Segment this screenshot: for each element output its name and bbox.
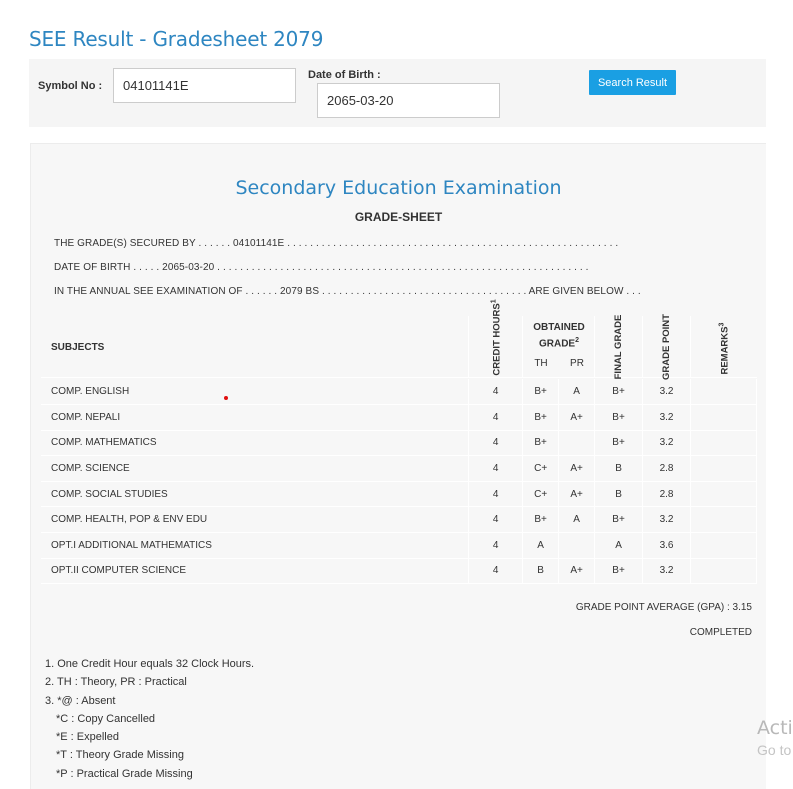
subject-cell: OPT.I ADDITIONAL MATHEMATICS [41, 533, 469, 559]
table-row [41, 507, 757, 533]
header-final-cell [595, 316, 643, 378]
pr-grade-cell: A+ [559, 405, 595, 431]
pr-grade-cell: A [559, 507, 595, 533]
credit-hours-cell: 4 [469, 456, 523, 482]
page-title: SEE Result - Gradesheet 2079 [29, 27, 324, 51]
remarks-cell [691, 507, 757, 533]
header-remarks: REMARKS$^3$ [718, 322, 731, 375]
header-obtained-cell [523, 316, 595, 378]
table-row [41, 405, 757, 431]
final-grade-cell: B+ [595, 558, 643, 584]
subject-cell: COMP. SCIENCE [41, 456, 469, 482]
subject-cell: COMP. HEALTH, POP & ENV EDU [41, 507, 469, 533]
remarks-cell [691, 533, 757, 559]
gradesheet-title: GRADE-SHEET [354, 210, 443, 224]
search-panel [29, 59, 766, 127]
credit-hours-cell: 4 [469, 430, 523, 456]
footnotes [45, 655, 254, 783]
footnote-2: 2. TH : Theory, PR : Practical [45, 676, 187, 689]
status-completed: COMPLETED [689, 627, 752, 638]
pr-grade-cell [559, 430, 595, 456]
dob-label: Date of Birth : [308, 69, 381, 81]
final-grade-cell: B+ [595, 405, 643, 431]
header-credit-cell [469, 299, 523, 378]
header-gp-cell [643, 316, 691, 378]
th-grade-cell: B+ [523, 379, 559, 405]
subject-cell: COMP. SOCIAL STUDIES [41, 481, 469, 507]
symbol-no-label: Symbol No : [38, 80, 103, 92]
search-result-button[interactable]: Search Result [589, 70, 676, 95]
th-grade-cell: B+ [523, 405, 559, 431]
info-date-of-birth: DATE OF BIRTH . . . . . 2065-03-20 . . . . . . . . . . . . . . . . . . . . . . . . . . . . . . . . . . . . . . . . . . . . . . . . . . . . . . . . . . . . . . . . . [54, 262, 589, 273]
header-remarks-cell [691, 316, 757, 378]
gpa-text: GRADE POINT AVERAGE (GPA) : 3.15 [575, 602, 752, 613]
final-grade-cell: B [595, 481, 643, 507]
subject-cell: COMP. NEPALI [41, 405, 469, 431]
grade-point-cell: 3.2 [643, 405, 691, 431]
final-grade-cell: B+ [595, 430, 643, 456]
final-grade-cell: B+ [595, 379, 643, 405]
table-row [41, 379, 757, 405]
remarks-cell [691, 430, 757, 456]
pr-grade-cell: A [559, 379, 595, 405]
grade-point-cell: 3.2 [643, 507, 691, 533]
footnote-practical-missing: *P : Practical Grade Missing [56, 767, 193, 780]
grade-point-cell: 3.2 [643, 558, 691, 584]
credit-hours-cell: 4 [469, 379, 523, 405]
footnote-theory-missing: *T : Theory Grade Missing [56, 749, 184, 762]
table-row [41, 533, 757, 559]
header-pr: PR [570, 358, 584, 369]
credit-hours-cell: 4 [469, 533, 523, 559]
credit-hours-cell: 4 [469, 507, 523, 533]
remarks-cell [691, 379, 757, 405]
grade-point-cell: 2.8 [643, 481, 691, 507]
info-exam-year: IN THE ANNUAL SEE EXAMINATION OF . . . . . . 2079 BS . . . . . . . . . . . . . . . . . . . . . . . . . . . . . . . . . . . . ARE GIVEN BELOW . . . [54, 286, 641, 297]
remarks-cell [691, 558, 757, 584]
remarks-cell [691, 481, 757, 507]
subject-cell: OPT.II COMPUTER SCIENCE [41, 558, 469, 584]
pr-grade-cell: A+ [559, 558, 595, 584]
activation-watermark-sub: Go to [757, 742, 792, 758]
dob-input[interactable]: 2065-03-20 [317, 83, 500, 118]
credit-hours-cell: 4 [469, 558, 523, 584]
header-obtained-grade: OBTAINED GRADE$^2$ [533, 322, 585, 350]
footnote-copy-cancelled: *C : Copy Cancelled [56, 712, 156, 725]
header-final-grade: FINAL GRADE [613, 314, 624, 380]
grade-point-cell: 3.2 [643, 379, 691, 405]
th-grade-cell: C+ [523, 456, 559, 482]
header-subjects-cell [41, 316, 469, 378]
grades-table [41, 379, 757, 584]
grade-point-cell: 3.6 [643, 533, 691, 559]
final-grade-cell: B+ [595, 507, 643, 533]
symbol-no-input[interactable]: 04101141E [113, 68, 296, 103]
th-grade-cell: B+ [523, 507, 559, 533]
final-grade-cell: B [595, 456, 643, 482]
table-row [41, 456, 757, 482]
remarks-cell [691, 456, 757, 482]
exam-title: Secondary Education Examination [235, 177, 562, 199]
table-row [41, 558, 757, 584]
grade-point-cell: 2.8 [643, 456, 691, 482]
header-subjects: SUBJECTS [51, 342, 105, 353]
header-credit-hours: CREDIT HOURS$^1$ [490, 299, 503, 376]
credit-hours-cell: 4 [469, 481, 523, 507]
footnote-3: 3. *@ : Absent [45, 694, 116, 707]
th-grade-cell: A [523, 533, 559, 559]
grade-point-cell: 3.2 [643, 430, 691, 456]
header-grade-point: GRADE POINT [661, 314, 672, 380]
footnote-expelled: *E : Expelled [56, 731, 119, 744]
pr-grade-cell: A+ [559, 481, 595, 507]
pr-grade-cell: A+ [559, 456, 595, 482]
th-grade-cell: B+ [523, 430, 559, 456]
table-row [41, 481, 757, 507]
header-th: TH [534, 358, 548, 369]
pr-grade-cell [559, 533, 595, 559]
activation-watermark: Acti [757, 717, 793, 739]
remarks-cell [691, 405, 757, 431]
gradesheet [30, 143, 766, 789]
final-grade-cell: A [595, 533, 643, 559]
info-grade-secured: THE GRADE(S) SECURED BY . . . . . . 04101141E . . . . . . . . . . . . . . . . . . . . . . . . . . . . . . . . . . . . . . . . . . . . . . . . . . . . . . . . . . [54, 238, 619, 249]
cursor-dot [224, 396, 228, 400]
subject-cell: COMP. ENGLISH [41, 379, 469, 405]
footnote-1: 1. One Credit Hour equals 32 Clock Hours. [45, 658, 255, 670]
credit-hours-cell: 4 [469, 405, 523, 431]
subject-cell: COMP. MATHEMATICS [41, 430, 469, 456]
table-row [41, 430, 757, 456]
th-grade-cell: C+ [523, 481, 559, 507]
th-grade-cell: B [523, 558, 559, 584]
